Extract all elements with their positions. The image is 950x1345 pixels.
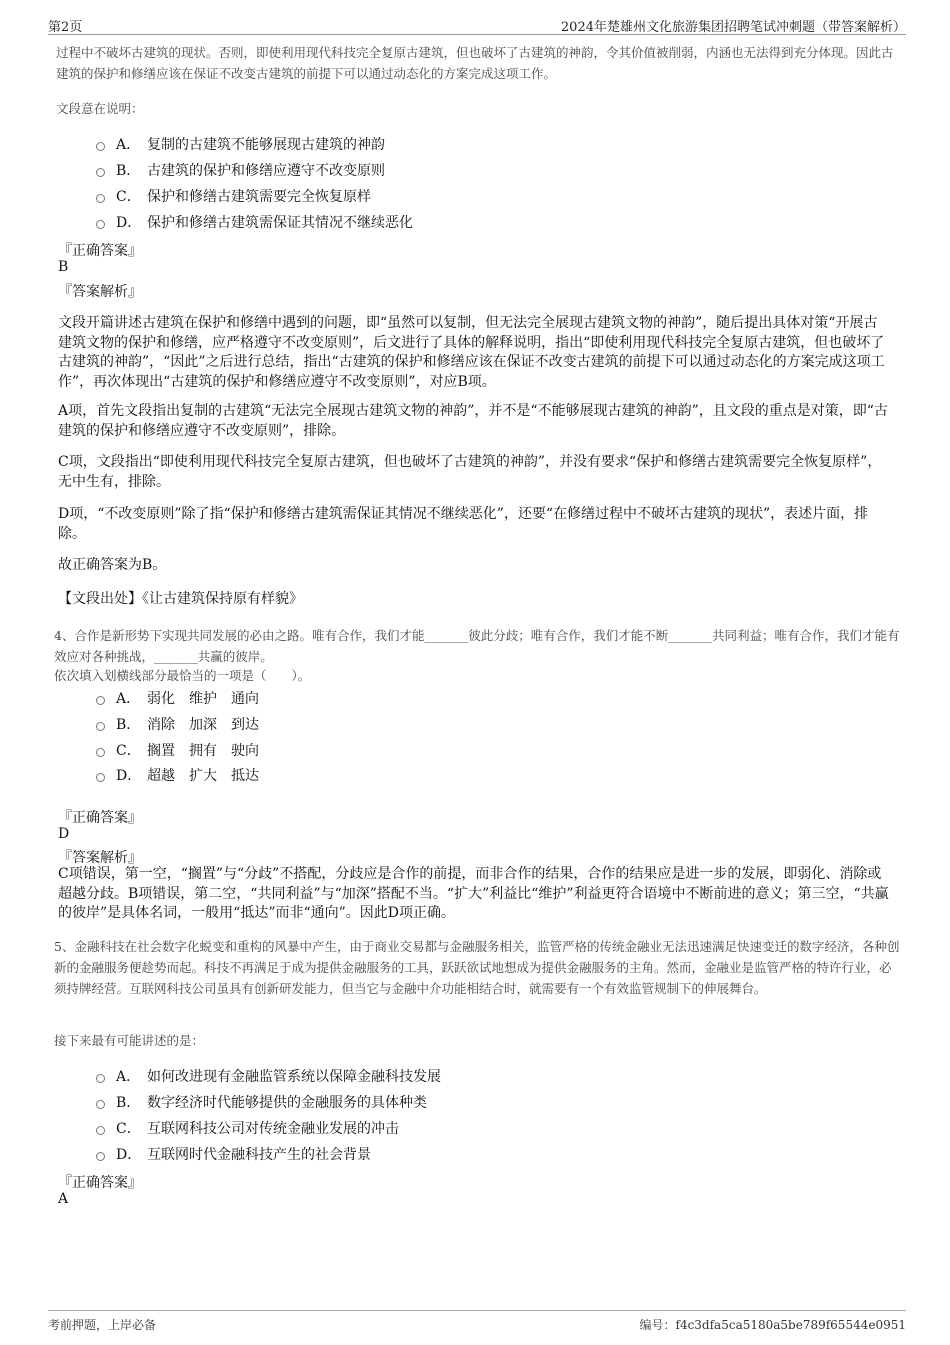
q3-answer: B [58, 259, 69, 275]
q4-option-d[interactable]: D． 超越 扩大 抵达 [96, 765, 259, 785]
q3-option-b[interactable]: B． 古建筑的保护和修缮应遵守不改变原则 [96, 160, 385, 180]
radio-icon[interactable] [96, 194, 105, 203]
q3-analysis-a: A项，首先文段指出复制的古建筑“无法完全展现古建筑文物的神韵”，并不是“不能够展现古建筑的神韵”，且文段的重点是对策，即“古建筑的保护和修缮应遵守不改变原则”，排除。 [58, 403, 888, 439]
q3-analysis-c: C项，文段指出“即使利用现代科技完全复原古建筑，但也破坏了古建筑的神韵”，并没有要求“保护和修缮古建筑需要完全恢复原样”，无中生有，排除。 [58, 454, 882, 490]
q3-analysis-label: 『答案解析』 [58, 284, 142, 300]
q4-analysis: C项错误，第一空，“搁置”与“分歧”不搭配，分歧应是合作的前提，而非合作的结果，合作的结果应是进一步的发展，即弱化、消除或超越分歧。B项错误，第二空，“共同利益”与“加深”搭配不当。“扩大”利益比“维护”利益更符合语境中不断前进的意义；第三空，“共赢的彼岸”是具体名词，一般用“抵达”而非“通向”。因此D项正确。 [58, 866, 889, 921]
q3-conclusion: 故正确答案为B。 [58, 557, 167, 573]
page-footer [48, 1310, 906, 1333]
q4-option-a[interactable]: A． 弱化 维护 通向 [96, 688, 259, 708]
q4-analysis-label: 『答案解析』 [58, 850, 142, 866]
radio-icon[interactable] [96, 773, 105, 782]
q4-stem: 4、合作是新形势下实现共同发展的必由之路。唯有合作，我们才能_______彼此分歧；唯有合作，我们才能不断_______共同利益；唯有合作，我们才能有效应对各种挑战，_______共赢的彼岸。 [54, 628, 900, 664]
q3-option-d[interactable]: D． 保护和修缮古建筑需保证其情况不继续恶化 [96, 212, 413, 232]
q4-option-b[interactable]: B． 消除 加深 到达 [96, 714, 259, 734]
q5-answer-label: 『正确答案』 [58, 1175, 142, 1191]
radio-icon[interactable] [96, 1100, 105, 1109]
q5-stem-instruction: 接下来最有可能讲述的是： [54, 1033, 205, 1048]
radio-icon[interactable] [96, 722, 105, 731]
q4-answer-label: 『正确答案』 [58, 810, 142, 826]
q3-analysis-d: D项，“不改变原则”除了指“保护和修缮古建筑需保证其情况不继续恶化”，还要“在修缮过程中不破坏古建筑的现状”，表述片面，排除。 [58, 506, 869, 542]
page-header [48, 14, 906, 35]
radio-icon[interactable] [96, 220, 105, 229]
q5-option-a[interactable]: A． 如何改进现有金融监管系统以保障金融科技发展 [96, 1066, 441, 1086]
q3-answer-label: 『正确答案』 [58, 243, 142, 259]
footer-slogan: 考前押题，上岸必备 [48, 1318, 157, 1332]
q5-option-b[interactable]: B． 数字经济时代能够提供的金融服务的具体种类 [96, 1092, 427, 1112]
page-number: 第2页 [48, 20, 83, 35]
q3-stem: 文段意在说明： [56, 101, 144, 116]
q4-option-c[interactable]: C． 搁置 拥有 驶向 [96, 740, 259, 760]
q3-analysis-summary: 文段开篇讲述古建筑在保护和修缮中遇到的问题，即“虽然可以复制，但无法完全展现古建筑文物的神韵”，随后提出具体对策“开展古建筑文物的保护和修缮，应严格遵守不改变原则”，后文进行了具体的解释说明，指出“即使利用现代科技完全复原古建筑，但也破坏了古建筑的神韵”，“因此”之后进行总结，指出“古建筑的保护和修缮应该在保证不改变古建筑的前提下可以通过动态化的方案完成这项工作”，再次体现出“古建筑的保护和修缮应遵守不改变原则”，对应B项。 [58, 315, 885, 390]
q3-passage: 过程中不破坏古建筑的现状。否则，即使利用现代科技完全复原古建筑，但也破坏了古建筑的神韵，令其价值被削弱，内涵也无法得到充分体现。因此古建筑的保护和修缮应该在保证不改变古建筑的前提下可以通过动态化的方案完成这项工作。 [56, 45, 894, 81]
q4-answer: D [58, 826, 70, 842]
document-title: 2024年楚雄州文化旅游集团招聘笔试冲刺题（带答案解析） [560, 20, 906, 35]
q5-option-c[interactable]: C． 互联网科技公司对传统金融业发展的冲击 [96, 1118, 399, 1138]
radio-icon[interactable] [96, 748, 105, 757]
q4-stem-instruction: 依次填入划横线部分最恰当的一项是（ ）。 [54, 668, 311, 683]
footer-code: 编号：f4c3dfa5ca5180a5be789f65544e0951 [639, 1318, 906, 1332]
radio-icon[interactable] [96, 168, 105, 177]
q3-option-c[interactable]: C． 保护和修缮古建筑需要完全恢复原样 [96, 186, 371, 206]
q5-option-d[interactable]: D． 互联网时代金融科技产生的社会背景 [96, 1144, 371, 1164]
q5-answer: A [58, 1191, 69, 1207]
radio-icon[interactable] [96, 1074, 105, 1083]
radio-icon[interactable] [96, 1126, 105, 1135]
q3-option-a[interactable]: A． 复制的古建筑不能够展现古建筑的神韵 [96, 134, 385, 154]
q3-source: 【文段出处】《让古建筑保持原有样貌》 [58, 591, 303, 607]
radio-icon[interactable] [96, 1152, 105, 1161]
radio-icon[interactable] [96, 696, 105, 705]
q5-stem: 5、金融科技在社会数字化蜕变和重构的风暴中产生，由于商业交易都与金融服务相关，监管严格的传统金融业无法迅速满足快速变迁的数字经济，各种创新的金融服务便趁势而起。科技不再满足于成为提供金融服务的工具，跃跃欲试地想成为提供金融服务的主角。然而，金融业是监管严格的特许行业，必须持牌经营。互联网科技公司虽具有创新研发能力，但当它与金融中介功能相结合时，就需要有一个有效监管规制下的伸展舞台。 [54, 939, 900, 996]
radio-icon[interactable] [96, 142, 105, 151]
